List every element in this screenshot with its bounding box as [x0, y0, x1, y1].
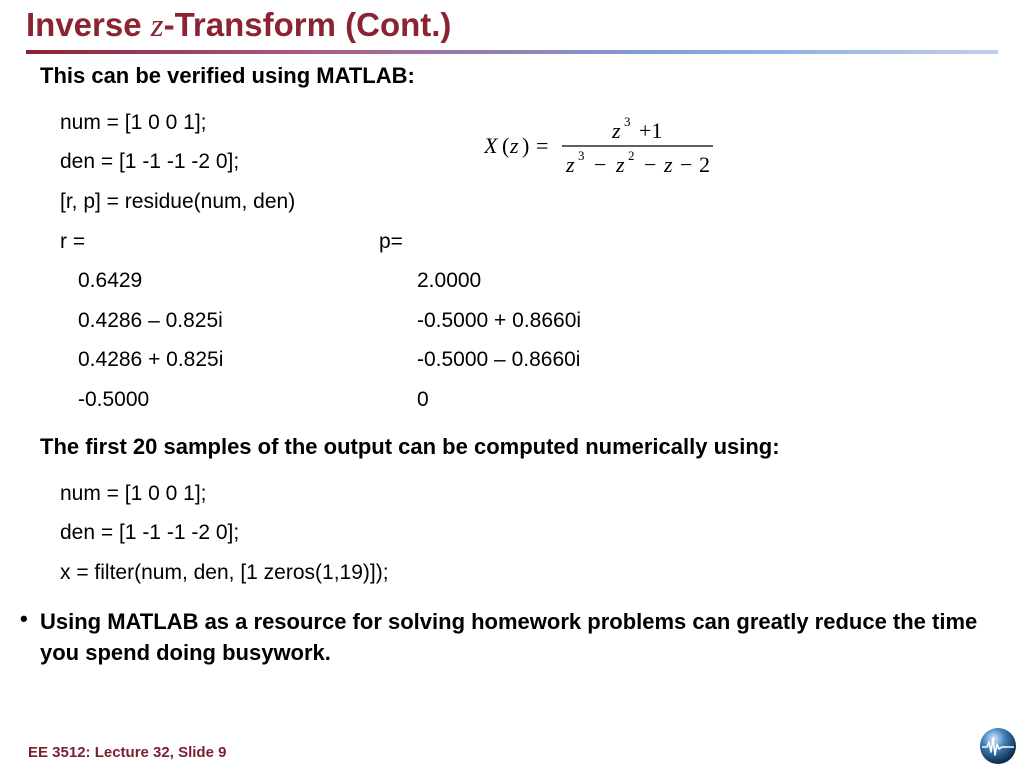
p-label: p=: [379, 230, 403, 253]
r-value-3: 0.4286 + 0.825i: [78, 348, 224, 371]
heading-filter: The first 20 samples of the output can be computed numerically using:: [40, 434, 780, 459]
formula-den-exp2: 2: [628, 148, 635, 163]
formula-z: z: [510, 133, 519, 158]
globe-logo-icon: [978, 726, 1018, 766]
formula-den-const: 2: [699, 152, 710, 177]
title-divider: [26, 50, 998, 54]
slide-footer: EE 3512: Lecture 32, Slide 9: [28, 744, 227, 761]
bullet-marker: •: [20, 606, 28, 631]
p-value-3: -0.5000 – 0.8660i: [417, 348, 581, 371]
formula-equals: =: [536, 133, 549, 158]
r-label: r =: [60, 230, 86, 253]
code-line-3: [r, p] = residue(num, den): [60, 190, 296, 213]
r-value-4: -0.5000: [78, 388, 150, 411]
code-line-1: num = [1 0 0 1];: [60, 111, 207, 134]
r-value-1: 0.6429: [78, 269, 143, 292]
formula-den-z1: z: [566, 152, 575, 177]
formula-num-z: z: [612, 118, 621, 143]
slide-title: Inverse z-Transform (Cont.): [26, 6, 452, 44]
code2-line-3: x = filter(num, den, [1 zeros(1,19)]);: [60, 561, 389, 584]
formula-num-rest: +1: [639, 118, 663, 143]
formula-close-paren: ): [522, 133, 530, 158]
formula-den-z2: z: [616, 152, 625, 177]
formula-num-exp: 3: [624, 114, 631, 129]
formula-den-minus3: −: [680, 152, 693, 177]
transfer-function-formula: [484, 110, 724, 184]
heading-verify: This can be verified using MATLAB:: [40, 63, 415, 88]
code-line-2: den = [1 -1 -1 -2 0];: [60, 150, 240, 173]
formula-open-paren: (: [502, 133, 510, 158]
code2-line-2: den = [1 -1 -1 -2 0];: [60, 521, 240, 544]
formula-den-minus2: −: [644, 152, 657, 177]
formula-den-exp1: 3: [578, 148, 585, 163]
formula-den-minus1: −: [594, 152, 607, 177]
formula-x: X: [484, 133, 498, 158]
code2-line-1: num = [1 0 0 1];: [60, 482, 207, 505]
r-value-2: 0.4286 – 0.825i: [78, 309, 223, 332]
p-value-1: 2.0000: [417, 269, 482, 292]
formula-den-z3: z: [664, 152, 673, 177]
p-value-2: -0.5000 + 0.8660i: [417, 309, 582, 332]
p-value-4: 0: [417, 388, 429, 411]
bullet-text: Using MATLAB as a resource for solving homework problems can greatly reduce the time you spend doing busywork.: [40, 609, 978, 665]
